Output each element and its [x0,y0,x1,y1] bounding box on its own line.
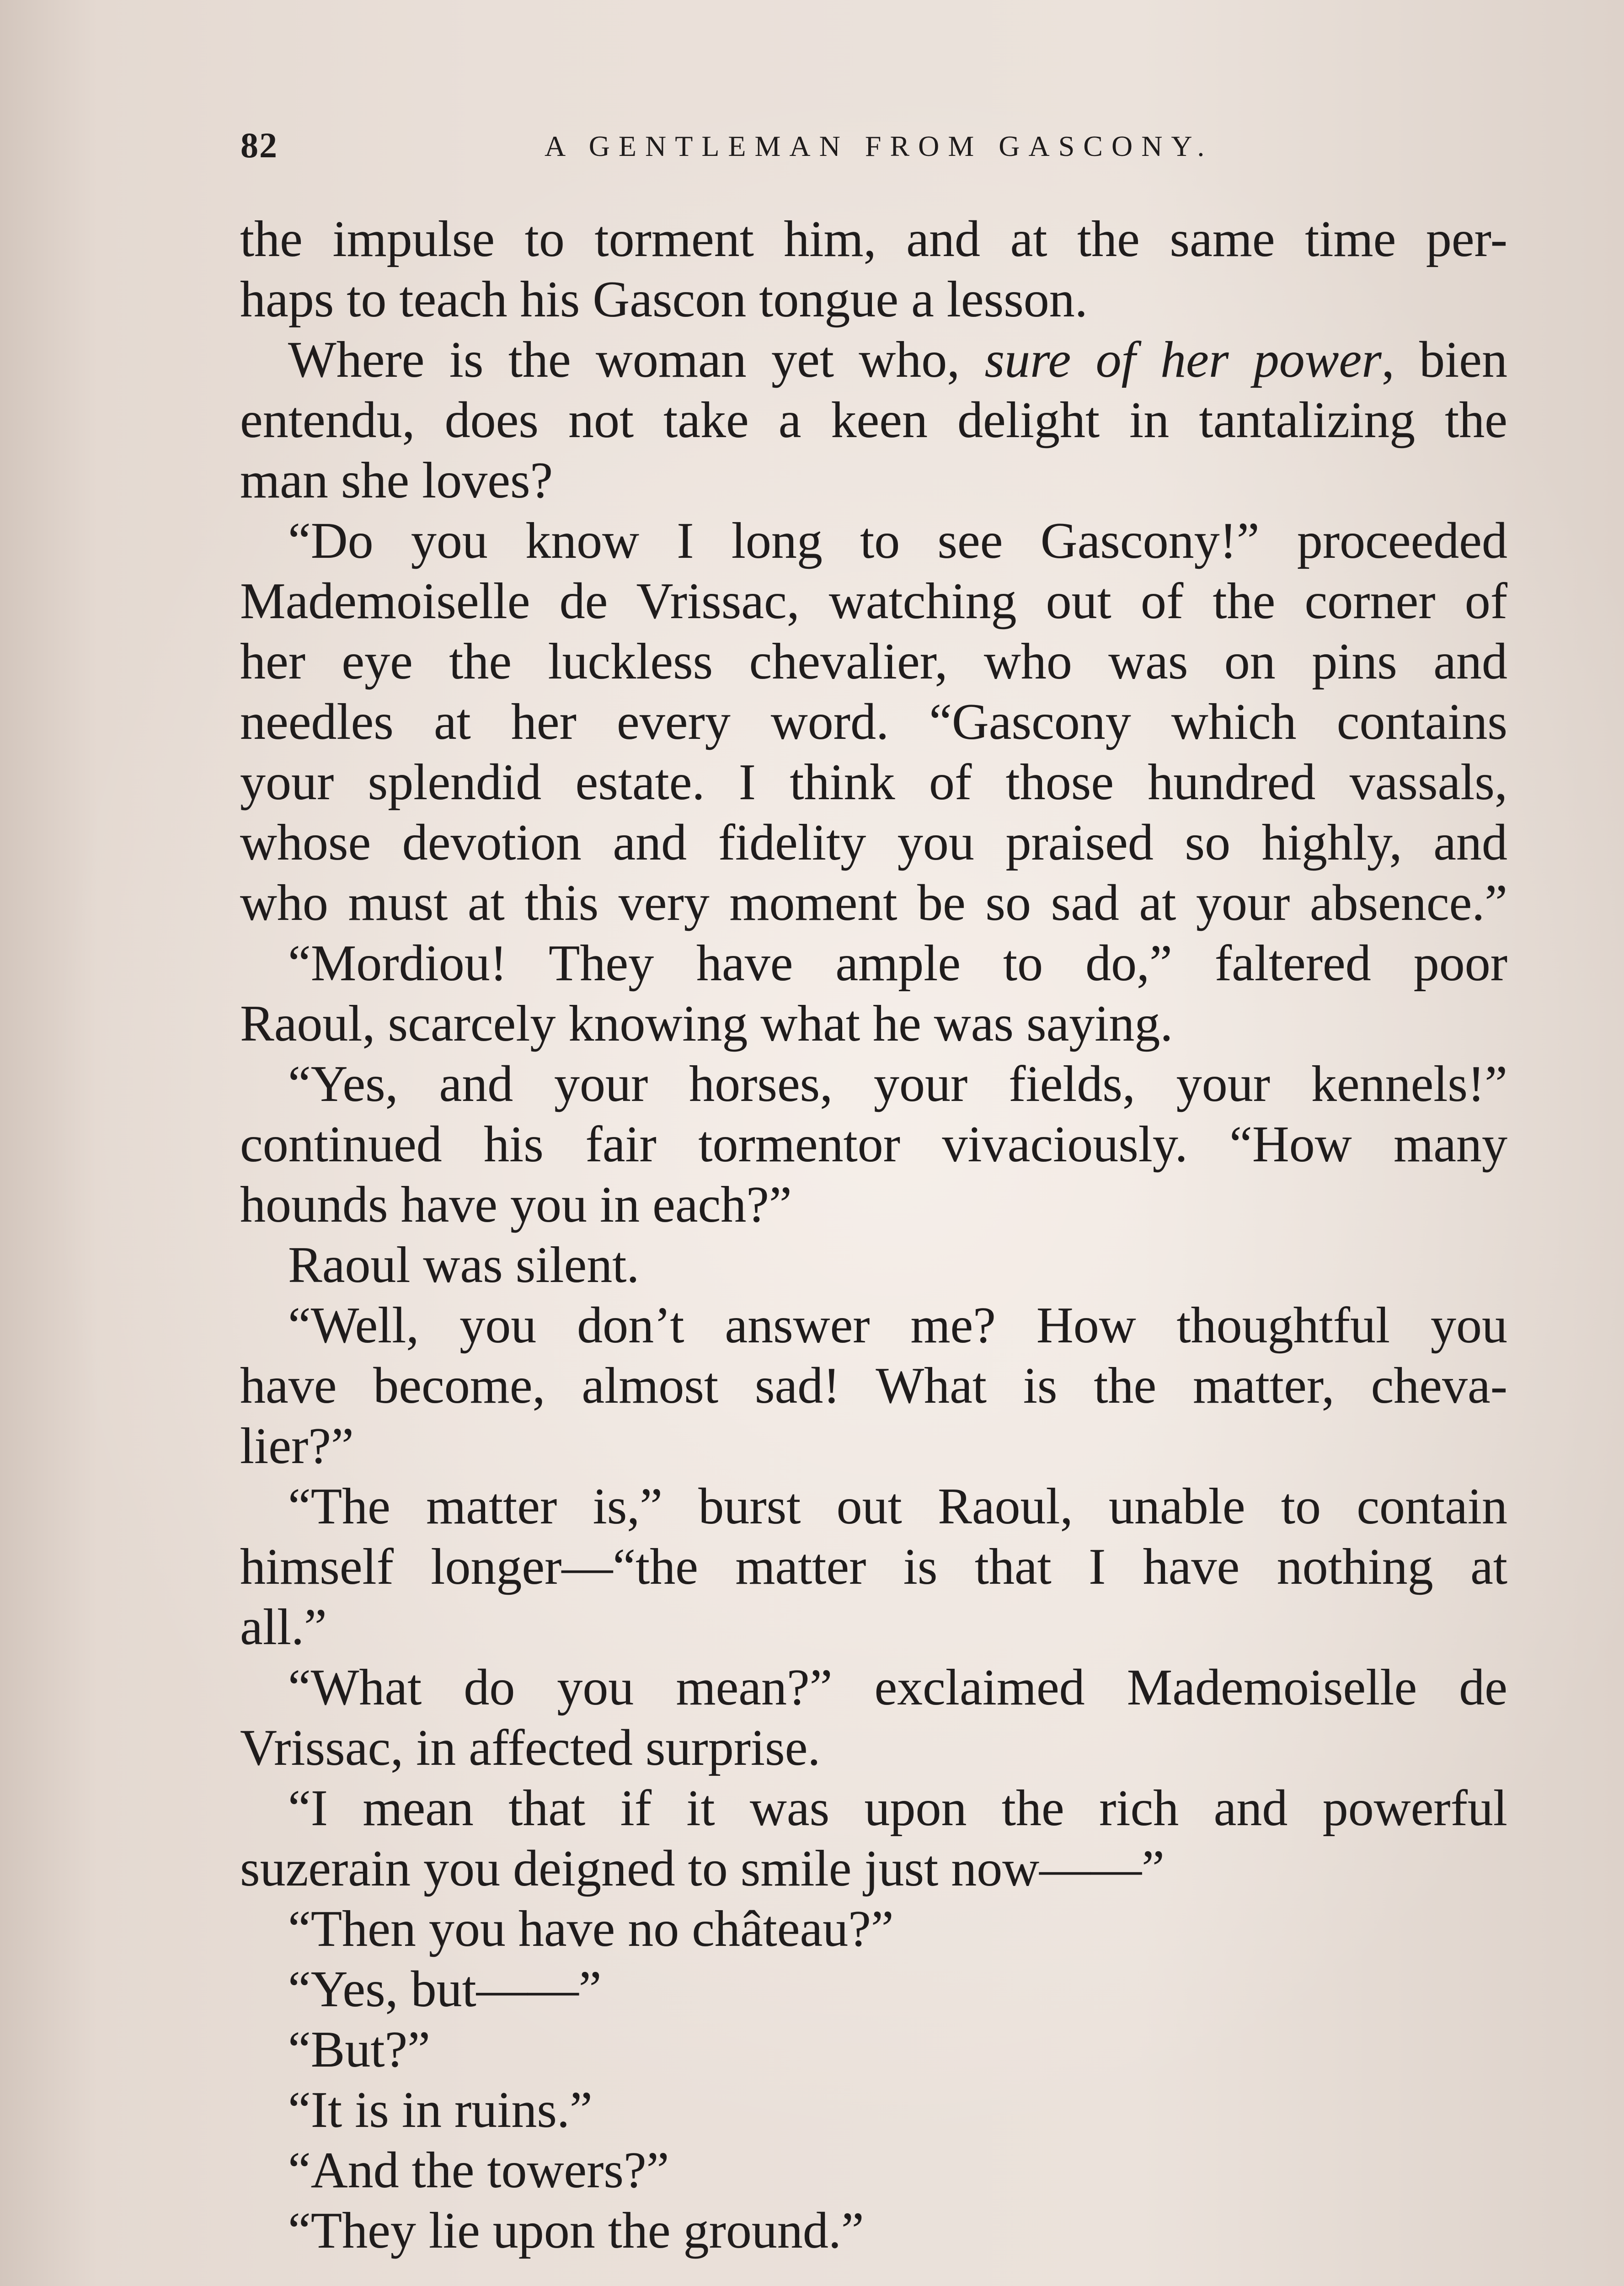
text-line: haps to teach his Gascon tongue a lesson. [240,271,1088,328]
text-line: hounds have you in each?” [240,1176,792,1233]
text-line: all.” [240,1599,327,1656]
text-line: Vrissac, in affected surprise. [240,1720,821,1776]
text-line: “The matter is,” burst out Raoul, unable to contain [288,1478,1507,1535]
text-line: “Yes, and your horses, your fields, your kennels!” [288,1056,1507,1112]
text-line: “But?” [288,2021,430,2078]
running-title: A GENTLEMAN FROM GASCONY. [545,130,1213,162]
text-line: needles at her every word. “Gascony which contains [240,694,1507,750]
text-segment: Where is the woman yet who, [288,331,985,388]
text-line: man she loves? [240,452,553,509]
text-segment: , bien [1381,331,1507,388]
italic-phrase: sure of her power [984,331,1382,388]
text-line: “Yes, but——” [288,1961,602,2018]
text-line: your splendid estate. I think of those hundred vassals, [240,754,1507,811]
text-line: Raoul, scarcely knowing what he was saying. [240,995,1173,1052]
text-line: entendu, does not take a keen delight in tantalizing the [240,392,1507,449]
text-line [240,330,1507,390]
text-line: Raoul was silent. [288,1237,640,1293]
text-line: “It is in ruins.” [288,2082,593,2138]
text-line: continued his fair tormentor vivaciously. “How many [240,1116,1507,1173]
text-line: “Do you know I long to see Gascony!” proceeded [288,513,1507,569]
text-line: the impulse to torment him, and at the same time per- [240,211,1507,267]
text-line: “Then you have no château?” [288,1901,894,1957]
text-line: Mademoiselle de Vrissac, watching out of the corner of [240,573,1507,630]
text-line: “Well, you don’t answer me? How thoughtful you [288,1297,1507,1354]
text-line: “What do you mean?” exclaimed Mademoiselle de [288,1659,1507,1716]
text-line: have become, almost sad! What is the matter, cheva- [240,1357,1507,1414]
text-line: “Mordiou! They have ample to do,” faltered poor [288,935,1507,992]
text-line: who must at this very moment be so sad at your absence.” [240,875,1507,931]
page-text [240,209,1507,2261]
page-number: 82 [240,125,278,165]
text-line: “They lie upon the ground.” [288,2202,864,2259]
text-line: “I mean that if it was upon the rich and powerful [288,1780,1507,1837]
text-line: lier?” [240,1418,354,1474]
text-line: suzerain you deigned to smile just now——” [240,1840,1165,1897]
text-line: himself longer—“the matter is that I have nothing at [240,1538,1507,1595]
text-line: “And the towers?” [288,2142,669,2199]
text-line: whose devotion and fidelity you praised so highly, and [240,814,1507,871]
text-line: her eye the luckless chevalier, who was on pins and [240,633,1507,690]
